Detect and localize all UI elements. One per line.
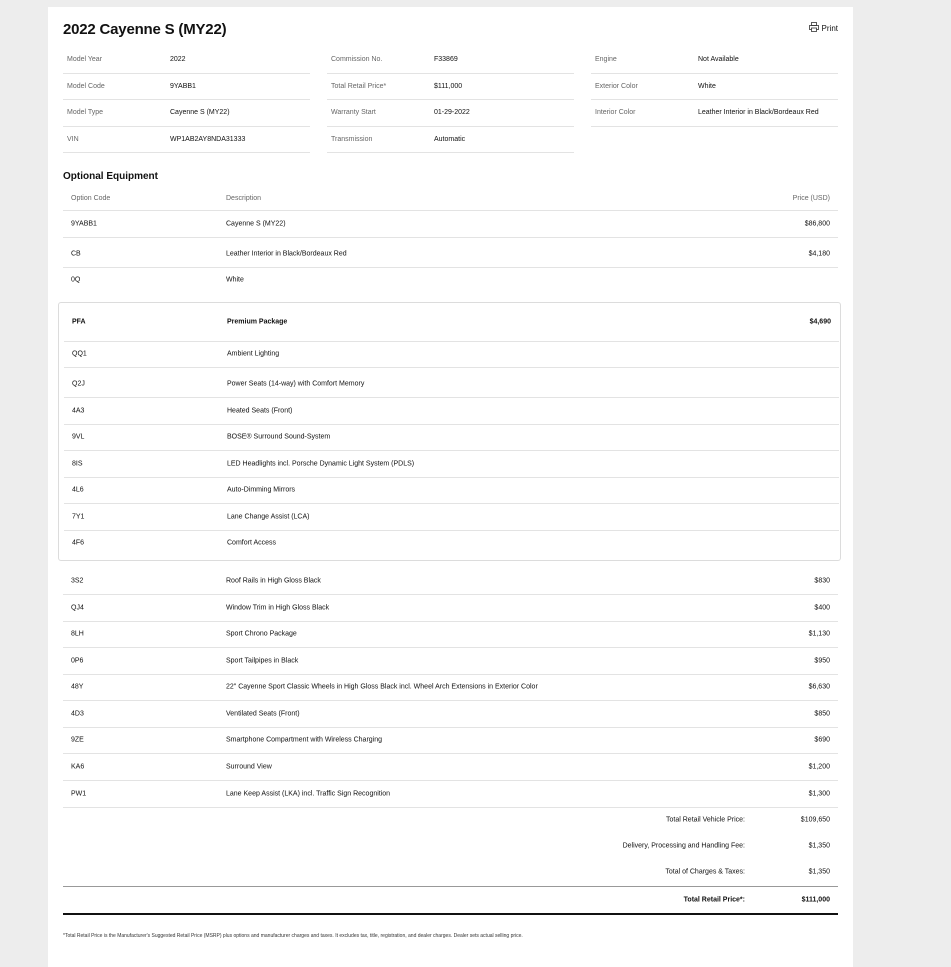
- table-row: [63, 754, 838, 781]
- option-description: Auto-Dimming Mirrors: [227, 486, 296, 494]
- printer-icon: [809, 22, 819, 34]
- spec-value: Automatic: [434, 135, 466, 143]
- spec-column-3: [591, 47, 838, 127]
- package-item-row: [64, 341, 839, 368]
- total-label: Total of Charges & Taxes:: [665, 868, 745, 876]
- option-code: Q2J: [72, 380, 85, 388]
- option-code: 0Q: [71, 276, 81, 284]
- section-title-optional-equipment: Optional Equipment: [63, 171, 158, 182]
- page-title: 2022 Cayenne S (MY22): [63, 21, 227, 38]
- table-row: [63, 648, 838, 675]
- spec-label: Model Code: [67, 82, 105, 90]
- package-item-row: [64, 424, 839, 451]
- spec-row: [591, 74, 838, 101]
- spec-label: Commission No.: [331, 56, 383, 64]
- spec-label: Interior Color: [595, 109, 636, 117]
- table-row: [63, 674, 838, 701]
- header-description: Description: [226, 194, 262, 202]
- option-description: White: [226, 276, 244, 284]
- option-price: $1,130: [808, 630, 830, 638]
- vehicle-details-card: [48, 7, 853, 967]
- option-description: Ambient Lighting: [227, 350, 280, 358]
- option-price: $400: [814, 604, 830, 612]
- package-item-row: [64, 504, 839, 531]
- total-value: $111,000: [801, 896, 830, 904]
- option-code: QQ1: [72, 350, 87, 358]
- spec-row: [63, 127, 310, 154]
- spec-column-2: [327, 47, 574, 153]
- spec-label: Model Type: [67, 109, 104, 117]
- total-retail-price-row: [63, 887, 838, 914]
- total-label: Total Retail Vehicle Price:: [666, 816, 745, 824]
- total-value: $109,650: [800, 816, 830, 824]
- package-item-row: [64, 398, 839, 425]
- table-row: [63, 267, 838, 294]
- option-code: QJ4: [71, 604, 84, 612]
- total-value: $1,350: [808, 868, 830, 876]
- option-description: Smartphone Compartment with Wireless Charging: [226, 736, 383, 744]
- spec-value: WP1AB2AY8NDA31333: [170, 135, 246, 143]
- table-row: [63, 781, 838, 808]
- spec-row: [327, 47, 574, 74]
- total-label: Total Retail Price*:: [683, 896, 745, 904]
- table-row: [63, 241, 838, 268]
- total-value: $1,350: [808, 842, 830, 850]
- option-price: $86,800: [804, 220, 830, 228]
- option-description: Comfort Access: [227, 539, 277, 547]
- option-description: BOSE® Surround Sound-System: [227, 433, 331, 441]
- option-description: Lane Keep Assist (LKA) incl. Traffic Sign Recognition: [226, 790, 391, 798]
- spec-value: 2022: [170, 56, 186, 64]
- spec-row: [591, 47, 838, 74]
- option-code: 7Y1: [72, 513, 85, 521]
- option-code: CB: [71, 250, 81, 258]
- print-button[interactable]: [809, 22, 838, 34]
- spec-label: Exterior Color: [595, 82, 638, 90]
- option-code: 8IS: [72, 460, 83, 468]
- delivery-fee-row: [63, 833, 838, 860]
- spec-value: 01-29-2022: [434, 109, 470, 117]
- package-description: Premium Package: [227, 318, 288, 326]
- option-description: LED Headlights incl. Porsche Dynamic Light System (PDLS): [227, 460, 415, 468]
- option-price: $1,300: [808, 790, 830, 798]
- divider: [63, 913, 838, 915]
- table-row: [63, 701, 838, 728]
- option-code: 4F6: [72, 539, 85, 547]
- option-description: Sport Tailpipes in Black: [226, 657, 299, 665]
- table-header: [63, 186, 838, 211]
- option-code: 8LH: [71, 630, 84, 638]
- option-code: KA6: [71, 763, 85, 771]
- premium-package-group: [58, 302, 841, 561]
- spec-row: [63, 47, 310, 74]
- option-description: Roof Rails in High Gloss Black: [226, 577, 321, 585]
- option-code: 4D3: [71, 710, 84, 718]
- spec-value: 9YABB1: [170, 82, 196, 90]
- spec-label: Transmission: [331, 135, 373, 143]
- option-price: $850: [814, 710, 830, 718]
- spec-label: Engine: [595, 56, 617, 64]
- option-code: 0P6: [71, 657, 84, 665]
- spec-row: [63, 100, 310, 127]
- option-description: Sport Chrono Package: [226, 630, 297, 638]
- spec-value: White: [698, 82, 716, 90]
- package-code: PFA: [72, 318, 86, 326]
- total-vehicle-price-row: [63, 807, 838, 834]
- spec-row: [591, 100, 838, 127]
- print-label: Print: [821, 23, 838, 33]
- option-price: $1,200: [808, 763, 830, 771]
- spec-label: VIN: [67, 135, 79, 143]
- table-row: [63, 595, 838, 622]
- option-code: PW1: [71, 790, 87, 798]
- package-item-row: [64, 371, 839, 398]
- option-price: $690: [814, 736, 830, 744]
- spec-row: [327, 127, 574, 154]
- option-price: $4,180: [808, 250, 830, 258]
- table-row: [63, 568, 838, 595]
- option-description: Leather Interior in Black/Bordeaux Red: [226, 250, 347, 258]
- spec-value: $111,000: [434, 82, 463, 90]
- option-description: Lane Change Assist (LCA): [227, 513, 310, 521]
- spec-row: [327, 74, 574, 101]
- option-description: Surround View: [226, 763, 272, 771]
- option-price: $830: [814, 577, 830, 585]
- total-label: Delivery, Processing and Handling Fee:: [622, 842, 745, 850]
- option-description: Power Seats (14-way) with Comfort Memory: [227, 380, 365, 388]
- package-item-row: [64, 477, 839, 504]
- table-row: [63, 621, 838, 648]
- header-option-code: Option Code: [71, 194, 111, 202]
- spec-label: Model Year: [67, 56, 103, 64]
- spec-label: Total Retail Price*: [331, 82, 387, 90]
- option-code: 4A3: [72, 407, 85, 415]
- spec-value: Not Available: [698, 56, 739, 64]
- header-price: Price (USD): [792, 194, 830, 202]
- option-description: Ventilated Seats (Front): [226, 710, 300, 718]
- option-code: 3S2: [71, 577, 84, 585]
- package-price: $4,690: [809, 318, 831, 326]
- option-code: 9VL: [72, 433, 85, 441]
- spec-value: Cayenne S (MY22): [170, 109, 230, 117]
- package-header-row: [64, 303, 839, 341]
- option-price: $950: [814, 657, 830, 665]
- msrp-footnote: *Total Retail Price is the Manufacturer's Suggested Retail Price (MSRP) plus options and manufacturer charges and taxes. It excludes tax, title, registration, and dealer charges. Dealer sets actual selling price.: [63, 933, 523, 939]
- option-code: 48Y: [71, 683, 84, 691]
- spec-column-1: [63, 47, 310, 153]
- spec-label: Warranty Start: [331, 109, 376, 117]
- option-code: 4L6: [72, 486, 84, 494]
- table-row: [63, 727, 838, 754]
- option-code: 9ZE: [71, 736, 84, 744]
- table-row: [63, 211, 838, 238]
- option-price: $6,630: [808, 683, 830, 691]
- option-code: 9YABB1: [71, 220, 97, 228]
- option-description: Heated Seats (Front): [227, 407, 293, 415]
- package-item-row: [64, 530, 839, 557]
- option-description: Window Trim in High Gloss Black: [226, 604, 330, 612]
- option-description: Cayenne S (MY22): [226, 220, 286, 228]
- spec-row: [63, 74, 310, 101]
- spec-value: Leather Interior in Black/Bordeaux Red: [698, 109, 819, 117]
- charges-taxes-row: [63, 859, 838, 886]
- option-description: 22" Cayenne Sport Classic Wheels in High Gloss Black incl. Wheel Arch Extensions in Exterior Color: [226, 683, 538, 691]
- spec-row: [327, 100, 574, 127]
- package-item-row: [64, 451, 839, 478]
- spec-value: F33869: [434, 56, 458, 64]
